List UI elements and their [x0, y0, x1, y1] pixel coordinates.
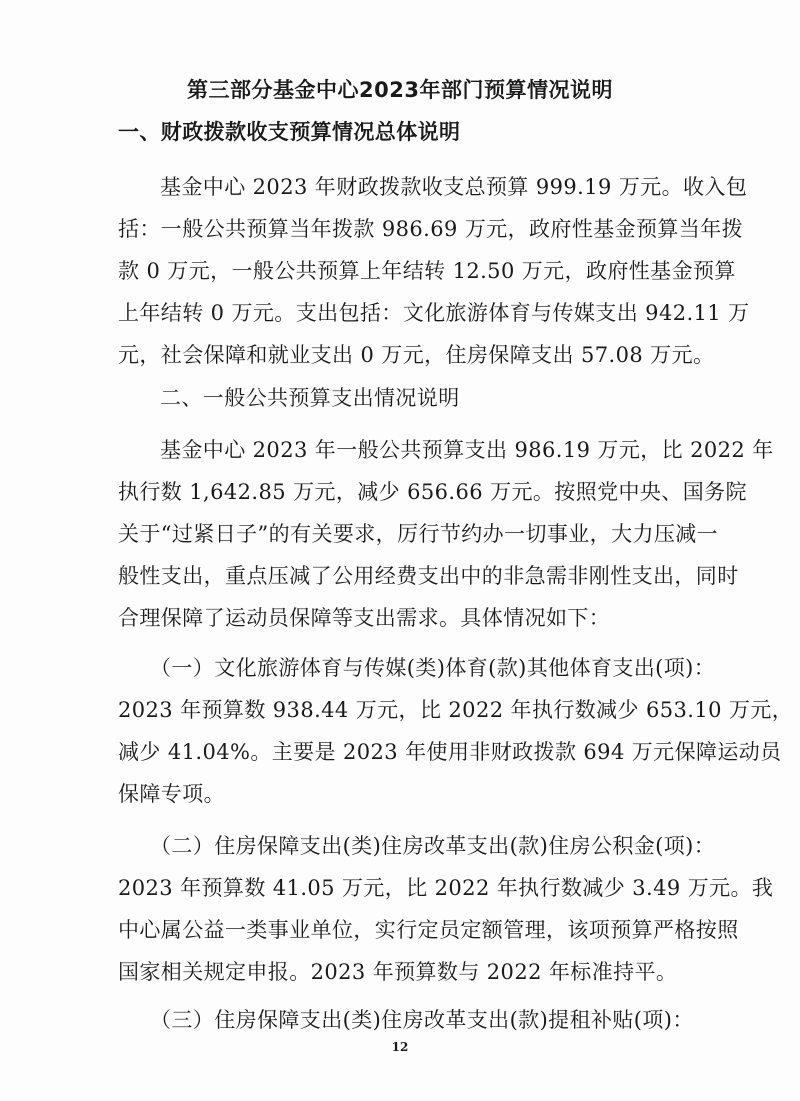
paragraph-line: 括：一般公共预算当年拨款 986.69 万元，政府性基金预算当年拨 [118, 217, 744, 241]
page-title: 第三部分基金中心2023年部门预算情况说明 [187, 78, 613, 102]
paragraph-line: 基金中心 2023 年财政拨款收支总预算 999.19 万元。收入包 [160, 175, 748, 199]
paragraph-line: 基金中心 2023 年一般公共预算支出 986.19 万元，比 2022 年 [160, 438, 774, 462]
paragraph-line: 关于“过紧日子”的有关要求，厉行节约办一切事业，大力压减一 [118, 522, 719, 546]
item-heading-2: （二）住房保障支出(类)住房改革支出(款)住房公积金(项)： [150, 834, 716, 858]
paragraph-line: 执行数 1,642.85 万元，减少 656.66 万元。按照党中央、国务院 [118, 480, 747, 504]
paragraph-line: 中心属公益一类事业单位，实行定员定额管理，该项预算严格按照 [118, 918, 739, 942]
paragraph-line: 款 0 万元，一般公共预算上年结转 12.50 万元，政府性基金预算 [118, 259, 736, 283]
page-number: 12 [391, 1040, 409, 1054]
section-heading-2: 二、一般公共预算支出情况说明 [160, 386, 460, 410]
paragraph-line: 元，社会保障和就业支出 0 万元，住房保障支出 57.08 万元。 [118, 343, 715, 367]
paragraph-line: 般性支出，重点压减了公用经费支出中的非急需非刚性支出，同时 [118, 564, 739, 588]
paragraph-line: 合理保障了运动员保障等支出需求。具体情况如下： [118, 606, 611, 630]
item-heading-1: （一）文化旅游体育与传媒(类)体育(款)其他体育支出(项)： [150, 656, 716, 680]
paragraph-line: 2023 年预算数 41.05 万元，比 2022 年执行数减少 3.49 万元。我 [118, 876, 774, 900]
paragraph-line: 减少 41.04%。主要是 2023 年使用非财政拨款 694 万元保障运动员 [118, 740, 782, 764]
paragraph-line: 保障专项。 [118, 782, 225, 806]
item-heading-3: （三）住房保障支出(类)住房改革支出(款)提租补贴(项)： [150, 1008, 694, 1032]
paragraph-line: 2023 年预算数 938.44 万元，比 2022 年执行数减少 653.10 万元， [118, 698, 794, 722]
paragraph-line: 国家相关规定申报。2023 年预算数与 2022 年标准持平。 [118, 960, 678, 984]
section-heading-1: 一、财政拨款收支预算情况总体说明 [118, 120, 461, 144]
paragraph-line: 上年结转 0 万元。支出包括：文化旅游体育与传媒支出 942.11 万 [118, 301, 750, 325]
